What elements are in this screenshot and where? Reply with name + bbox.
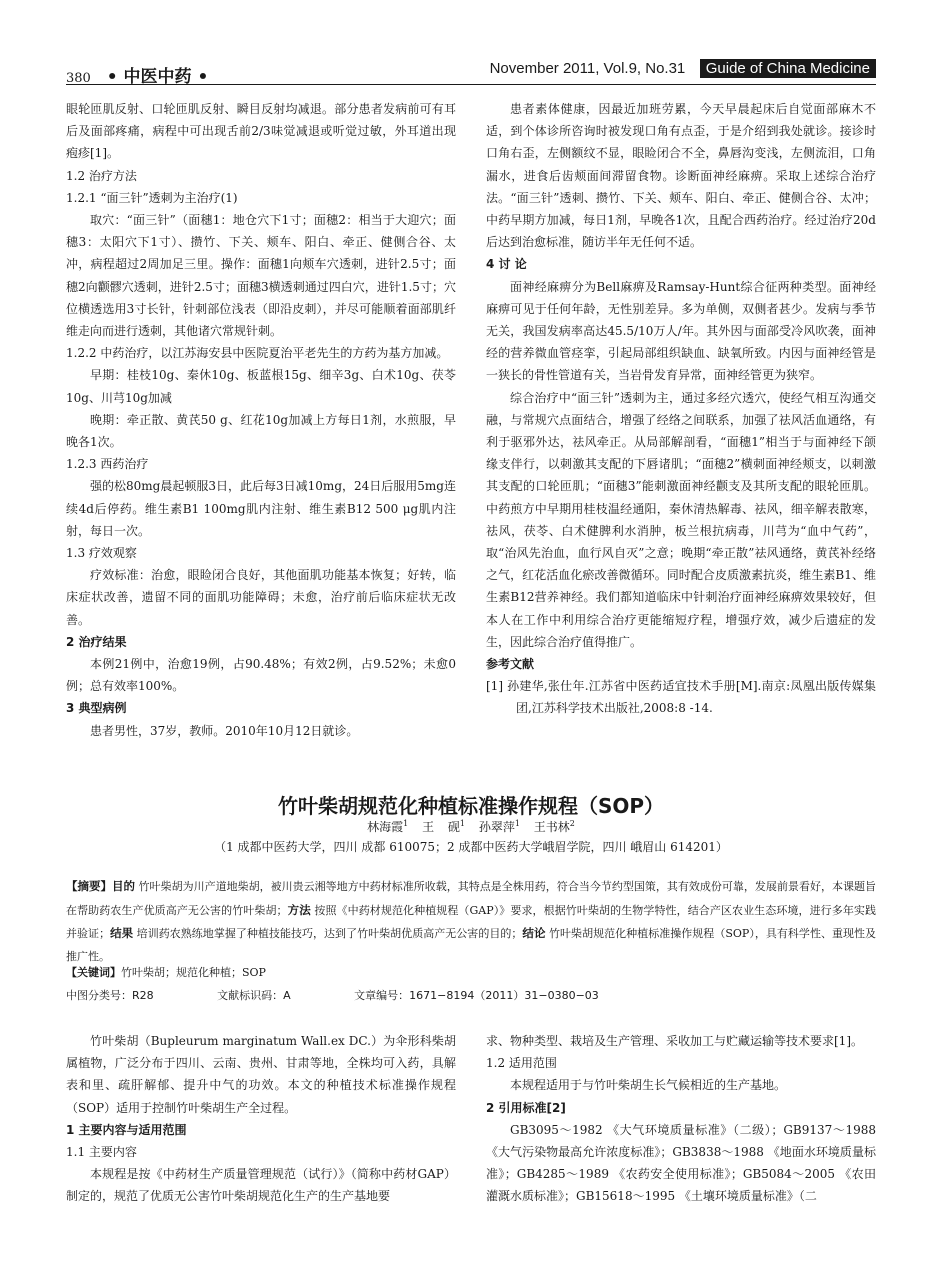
section-heading: 3 典型病例 [66, 701, 127, 716]
paragraph: 面神经麻痹分为Bell麻痹及Ramsay-Hunt综合征两种类型。面神经麻痹可见于任何年龄，无性别差异。多为单侧，双侧者甚少。发病与季节无关，我国发病率高达45.5/10万人/年。其外因与面部受冷风吹袭，面神经的营养微血管痉挛，引起局部组织缺血、缺氧所致。内因与面神经管是一狭长的骨性管道有关，当岩骨发育异常，面神经管更为狭窄。 [486, 279, 876, 383]
clc-number: 中图分类号：R28 [66, 989, 154, 1002]
section-heading: 2 引用标准[2] [486, 1100, 566, 1115]
author [422, 820, 465, 834]
author-name: 林海霞 [367, 820, 404, 834]
author [367, 820, 408, 834]
page-header [66, 56, 876, 86]
author-affiliation-mark: 1 [514, 819, 520, 828]
subsection-heading: 1.3 疗效观察 [66, 546, 137, 561]
paragraph: 本规程适用于与竹叶柴胡生长气候相近的生产基地。 [510, 1078, 787, 1093]
abstract-label: 【摘要】 [66, 879, 113, 893]
paragraph: 竹叶柴胡（Bupleurum marginatum Wall.ex DC.）为伞形科柴胡属植物，广泛分布于四川、云南、贵州、甘肃等地，全株均可入药，具解表和里、疏肝解郁、提升中气的功效。本文的种植技术标准操作规程（SOP）适用于控制竹叶柴胡生产全过程。 [66, 1034, 456, 1115]
journal-name: Guide of China Medicine [700, 59, 876, 78]
page-number: 380 [66, 71, 91, 86]
subsection-heading: 1.2.3 西药治疗 [66, 457, 149, 472]
author [479, 820, 520, 834]
abstract-part-text: 按照《中药材规范化种植规程（GAP）》要求，根据竹叶柴胡的生物学特性，结合产区农业生态环境，进行多年实践并验证； [66, 903, 876, 940]
author-affiliation-mark: 2 [569, 819, 575, 828]
affiliation: （1 成都中医药大学，四川 成都 610075；2 成都中医药大学峨眉学院，四川 峨眉山 614201） [214, 840, 728, 854]
article-left-column [66, 1030, 456, 1208]
section-heading: 4 讨 论 [486, 257, 527, 272]
reference-item: [1] 孙建华,张仕年.江苏省中医药适宜技术手册[M].南京:凤凰出版传媒集团,江苏科学技术出版社,2008:8 -14. [486, 679, 876, 716]
abstract-part-label: 方法 [287, 902, 311, 917]
keywords-text: 竹叶柴胡；规范化种植；SOP [121, 966, 266, 979]
paragraph: 疗效标准：治愈，眼睑闭合良好，其他面肌功能基本恢复；好转，临床症状改善，遗留不同的面肌功能障碍；未愈，治疗前后临床症状无改善。 [66, 568, 456, 627]
section-heading: 1 主要内容与适用范围 [66, 1122, 187, 1137]
author-name: 孙翠萍 [478, 820, 515, 834]
abstract-part-text: 竹叶柴胡为川产道地柴胡，被川贵云湘等地方中药材标准所收载，其特点是全株用药，符合当今节约型国策，其有效成份可靠，发展前景看好，本课题旨在帮助药农生产优质高产无公害的竹叶柴胡； [66, 880, 876, 917]
article-right-column [486, 1030, 876, 1208]
section-heading: 参考文献 [486, 657, 535, 672]
subsection-heading: 1.2 适用范围 [486, 1056, 557, 1071]
paragraph: GB3095～1982 《大气环境质量标准》（二级）；GB9137～1988 《大气污染物最高允许浓度标准》；GB3838～1988 《地面水环境质量标准》；GB4285～1989 《农药安全使用标准》；GB5084～2005 《农田灌溉水质标准》；GB15618～1995 《土壤环境质量标准》（二 [486, 1122, 876, 1204]
paragraph: 患者素体健康，因最近加班劳累，今天早晨起床后自觉面部麻木不适，到个体诊所咨询时被发现口角有点歪，于是介绍到我处就诊。接诊时口角右歪，左侧额纹不显，眼睑闭合不全，鼻唇沟变浅，左侧流泪，口角漏水，进食后齿颊面间滞留食物。诊断面神经麻痹。采取上述综合治疗法。“面三针”透刺、攒竹、下关、颊车、阳白、牵正、健侧合谷、太冲；中药早期方加减，每日1剂，早晚各1次，且配合西药治疗。经过治疗20d后达到治愈标准，随访半年无任何不适。 [486, 102, 876, 250]
paragraph: 本规程是按《中药材生产质量管理规范（试行）》（简称中药材GAP）制定的，规范了优质无公害竹叶柴胡规范化生产的生产基地要 [66, 1167, 456, 1204]
paragraph: 晚期：牵正散、黄芪50 g、红花10g加减上方每日1剂，水煎服，早晚各1次。 [66, 412, 456, 450]
keywords-label: 【关键词】 [66, 966, 121, 979]
paragraph: 本例21例中，治愈19例，占90.48%；有效2例，占9.52%；未愈0例；总有效率100%。 [66, 657, 456, 694]
keywords [66, 963, 876, 983]
abstract-part-text: 培训药农熟练地掌握了种植技能技巧，达到了竹叶柴胡优质高产无公害的目的； [133, 927, 523, 940]
author-list [66, 817, 876, 837]
paragraph: 眼轮匝肌反射、口轮匝肌反射、瞬目反射均减退。部分患者发病前可有耳后及面部疼痛，病程中可出现舌前2/3味觉减退或听觉过敏，外耳道出现疱疹[1]。 [66, 102, 456, 161]
header-rule [66, 84, 876, 85]
paragraph: 患者男性，37岁，教师。2010年10月12日就诊。 [90, 723, 359, 738]
subsection-heading: 1.2.2 中药治疗，以江苏海安县中医院夏治平老先生的方药为基方加减。 [66, 346, 449, 361]
abstract-part-label: 结论 [522, 926, 546, 940]
abstract-part-label: 目的 [112, 879, 136, 893]
prev-article-right-column [486, 98, 876, 720]
paragraph: 强的松80mg晨起顿服3日，此后每3日减10mg，24日后服用5mg连续4d后停药。维生素B1 100mg肌内注射、维生素B12 500 μg肌内注射，每日一次。 [66, 479, 456, 538]
subsection-heading: 1.2.1 “面三针”透刺为主治疗(1) [66, 190, 238, 205]
paragraph: 取穴：“面三针”（面穗1：地仓穴下1寸；面穗2：相当于大迎穴；面穗3：太阳穴下1寸）、攒竹、下关、颊车、阳白、牵正、健侧合谷、太冲，病程超过2周加足三里。操作：面穗1向颊车穴透刺，进针2.5寸；面穗2向颧髎穴透刺，进针2.5寸；面穗3横透刺通过四白穴，进针1.5寸；穴位横透选用3寸长针，针刺部位浅表（即沿皮刺），并尽可能顺着面部肌纤维走向而进行透刺，其他诸穴常规针刺。 [66, 213, 456, 339]
article-title: 竹叶柴胡规范化种植标准操作规程（SOP） [277, 794, 665, 818]
author [534, 820, 575, 834]
prev-article-left-column [66, 98, 456, 742]
author-affiliation-mark: 1 [403, 819, 409, 828]
author-name: 王书林 [533, 820, 570, 834]
abstract [66, 875, 876, 968]
classification-line [66, 986, 876, 1006]
subsection-heading: 1.1 主要内容 [66, 1145, 137, 1160]
paragraph: 综合治疗中“面三针”透刺为主，通过多经穴透穴，使经气相互沟通交融，与常规穴点面结合，增强了经络之间联系，加强了祛风活血通络，有利于驱邪外达，祛风牵正。从局部解剖看，“面穗1”相当于与面神经下颌缘支伴行，以刺激其支配的下唇诸肌；“面穗2”横刺面神经颊支，以刺激其支配的口轮匝肌；“面穗3”能刺激面神经颧支及其所支配的眼轮匝肌。中药煎方中早期用桂枝温经通阳，秦休清热解毒、祛风，细辛解表散寒，祛风，茯苓、白术健脾利水消肿，板兰根抗病毒，川芎为“血中气药”，取“治风先治血，血行风自灭”之意；晚期“牵正散”祛风通络，黄芪补经络之气，红花活血化瘀改善微循环。同时配合皮质激素抗炎，维生素B1、维生素B12营养神经。我们都知道临床中针刺治疗面神经麻痹效果较好，但本人在工作中利用综合治疗更能缩短疗程，增强疗效，减少后遗症的发生，因此综合治疗值得推广。 [486, 390, 876, 649]
journal-section: • 中医中药 • [106, 67, 209, 87]
abstract-part-text: 竹叶柴胡规范化种植标准操作规程（SOP），具有科学性、重现性及推广性。 [66, 927, 877, 963]
issue-info: November 2011, Vol.9, No.31 [489, 60, 686, 77]
abstract-part-label: 结果 [110, 926, 134, 940]
document-code: 文献标识码：A [217, 989, 291, 1002]
subsection-heading: 1.2 治疗方法 [66, 168, 137, 183]
author-affiliation-mark: 1 [459, 819, 465, 828]
paragraph: 早期：桂枝10g、秦休10g、板蓝根15g、细辛3g、白术10g、茯苓10g、川芎10g加减 [66, 368, 456, 405]
author-name: 王 砚 [422, 820, 460, 834]
article-number: 文章编号：1671−8194（2011）31−0380−03 [354, 989, 599, 1002]
paragraph: 求、物种类型、栽培及生产管理、采收加工与贮藏运输等技术要求[1]。 [486, 1034, 864, 1048]
section-heading: 2 治疗结果 [66, 634, 127, 649]
header-right [490, 60, 876, 78]
